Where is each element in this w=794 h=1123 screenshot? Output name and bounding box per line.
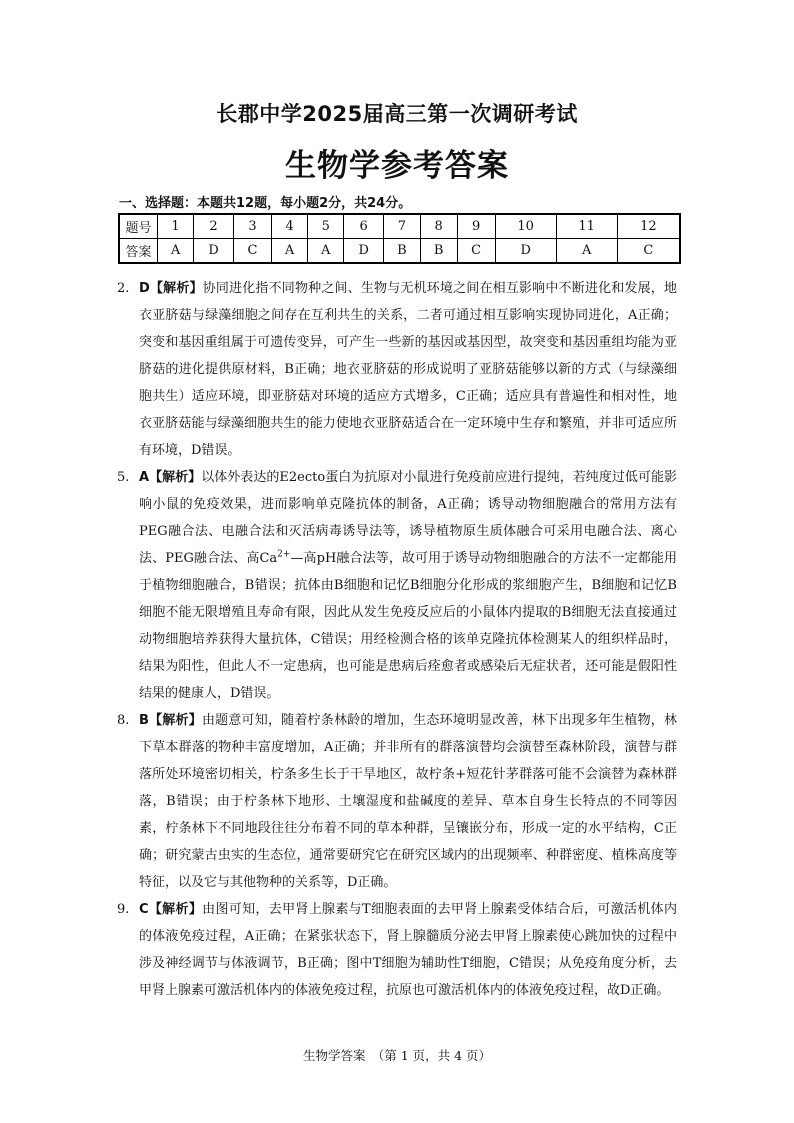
question-number-row — [119, 214, 680, 239]
question-number: 11 — [556, 214, 617, 239]
question-label: 9. — [117, 902, 130, 917]
question-label: 2. — [117, 281, 130, 296]
explanation-text-cont: —高pH融合法等，故可用于诱导动物细胞融合的方法不一定都能用于植物细胞融合，B错误；抗体由B细胞和记忆B细胞分化形成的浆细胞产生，B细胞和记忆B细胞不能无限增殖且寿命有限，因此从发生免疫反应后的小鼠体内提取的B细胞无法直接通过动物细胞培养获得大量抗体，C错误；用经检测合格的该单克隆抗体检测某人的组织样品时，结果为阳性，但此人不一定患病，也可能是患病后痊愈者或感染后无症状者，还可能是假阳性结果的健康人，D错误。 — [139, 551, 677, 701]
question-label: 8. — [117, 713, 130, 728]
superscript: 2+ — [277, 549, 291, 560]
explanation-text: 以体外表达的E2ecto蛋白为抗原对小鼠进行免疫前应进行提纯，若纯度过低可能影响小鼠的免疫效果，进而影响单克隆抗体的制备，A正确；诱导动物细胞融合的常用方法有PEG融合法、电融合法和灭活病毒诱导法等，诱导植物原生质体融合可采用电融合法、离心法、PEG融合法、高Ca — [139, 470, 677, 566]
question-number: 7 — [384, 214, 421, 239]
question-number: 2 — [194, 214, 234, 239]
explanation-text: 由题意可知，随着柠条林龄的增加，生态环境明显改善，林下出现多年生植物，林下草本群落的物种丰富度增加，A正确；并非所有的群落演替均会演替至森林阶段，演替与群落所处环境密切相关，柠条多生长于干旱地区，故柠条+短花针茅群落可能不会演替为森林群落，B错误；由于柠条林下地形、土壤湿度和盐碱度的差异、草本自身生长特点的不同等因素，柠条林下不同地段往往分布着不同的草本种群，呈镶嵌分布，形成一定的水平结构，C正确；研究蒙古虫实的生态位，通常要研究它在研究区域内的出现频率、种群密度、植株高度等特征，以及它与其他物种的关系等，D正确。 — [139, 713, 677, 890]
answer-cell: C — [233, 239, 271, 264]
question-number: 9 — [457, 214, 495, 239]
analysis-tag: 【解析】 — [149, 281, 203, 296]
answer-cell: D — [194, 239, 234, 264]
question-number: 10 — [495, 214, 556, 239]
answer-cell: C — [617, 239, 680, 264]
question-number: 3 — [233, 214, 271, 239]
answer-cell: A — [308, 239, 344, 264]
section-heading: 一、选择题：本题共12题，每小题2分，共24分。 — [119, 196, 412, 211]
explanation-text: 协同进化指不同物种之间、生物与无机环境之间在相互影响中不断进化和发展，地衣亚脐菇与绿藻细胞之间存在互利共生的关系，二者可通过相互影响实现协同进化，A正确；突变和基因重组属于可遗传变异，可产生一些新的基因或基因型，故突变和基因重组均能为亚脐菇的进化提供原材料，B正确；地衣亚脐菇的形成说明了亚脐菇能够以新的方式（与绿藻细胞共生）适应环境，即亚脐菇对环境的适应方式增多，C正确；适应具有普遍性和相对性，地衣亚脐菇能与绿藻细胞共生的能力使地衣亚脐菇适合在一定环境中生存和繁殖，并非可适应所有环境，D错误。 — [139, 281, 677, 458]
answer-letter: A — [139, 470, 150, 485]
answer-cell: A — [272, 239, 308, 264]
answer-letter: B — [139, 713, 149, 728]
analysis-tag: 【解析】 — [148, 902, 203, 917]
question-number: 5 — [308, 214, 344, 239]
explanation-q8 — [117, 707, 677, 896]
explanation-q9 — [117, 896, 677, 1004]
answer-cell: B — [420, 239, 457, 264]
analysis-tag: 【解析】 — [148, 713, 202, 728]
question-number: 8 — [420, 214, 457, 239]
question-label: 5. — [117, 470, 130, 485]
explanations — [117, 275, 677, 1004]
row-label-number: 题号 — [119, 214, 158, 239]
question-number: 12 — [617, 214, 680, 239]
answer-cell: A — [556, 239, 617, 264]
question-number: 1 — [158, 214, 194, 239]
row-label-answer: 答案 — [119, 239, 158, 264]
explanation-text: 由图可知，去甲肾上腺素与T细胞表面的去甲肾上腺素受体结合后，可激活机体内的体液免疫过程，A正确；在紧张状态下，肾上腺髓质分泌去甲肾上腺素使心跳加快的过程中涉及神经调节与体液调节，B正确；图中T细胞为辅助性T细胞，C错误；从免疫角度分析，去甲肾上腺素可激活机体内的体液免疫过程，抗原也可激活机体内的体液免疫过程，故D正确。 — [139, 902, 677, 998]
answer-letter: C — [139, 902, 149, 917]
document-title: 生物学参考答案 — [285, 148, 509, 184]
answer-table — [118, 213, 681, 264]
page-footer: 生物学答案 （第 1 页，共 4 页） — [302, 1048, 492, 1063]
explanation-q2 — [117, 275, 677, 464]
analysis-tag: 【解析】 — [149, 470, 202, 485]
answer-cell: D — [495, 239, 556, 264]
explanation-q5 — [117, 464, 677, 707]
answer-cell: A — [158, 239, 194, 264]
exam-title: 长郡中学2025届高三第一次调研考试 — [216, 102, 578, 126]
answer-letter: D — [139, 281, 150, 296]
question-number: 4 — [272, 214, 308, 239]
answer-cell: B — [384, 239, 421, 264]
answer-cell: C — [457, 239, 495, 264]
answer-cell: D — [344, 239, 384, 264]
question-number: 6 — [344, 214, 384, 239]
answer-row — [119, 239, 680, 264]
